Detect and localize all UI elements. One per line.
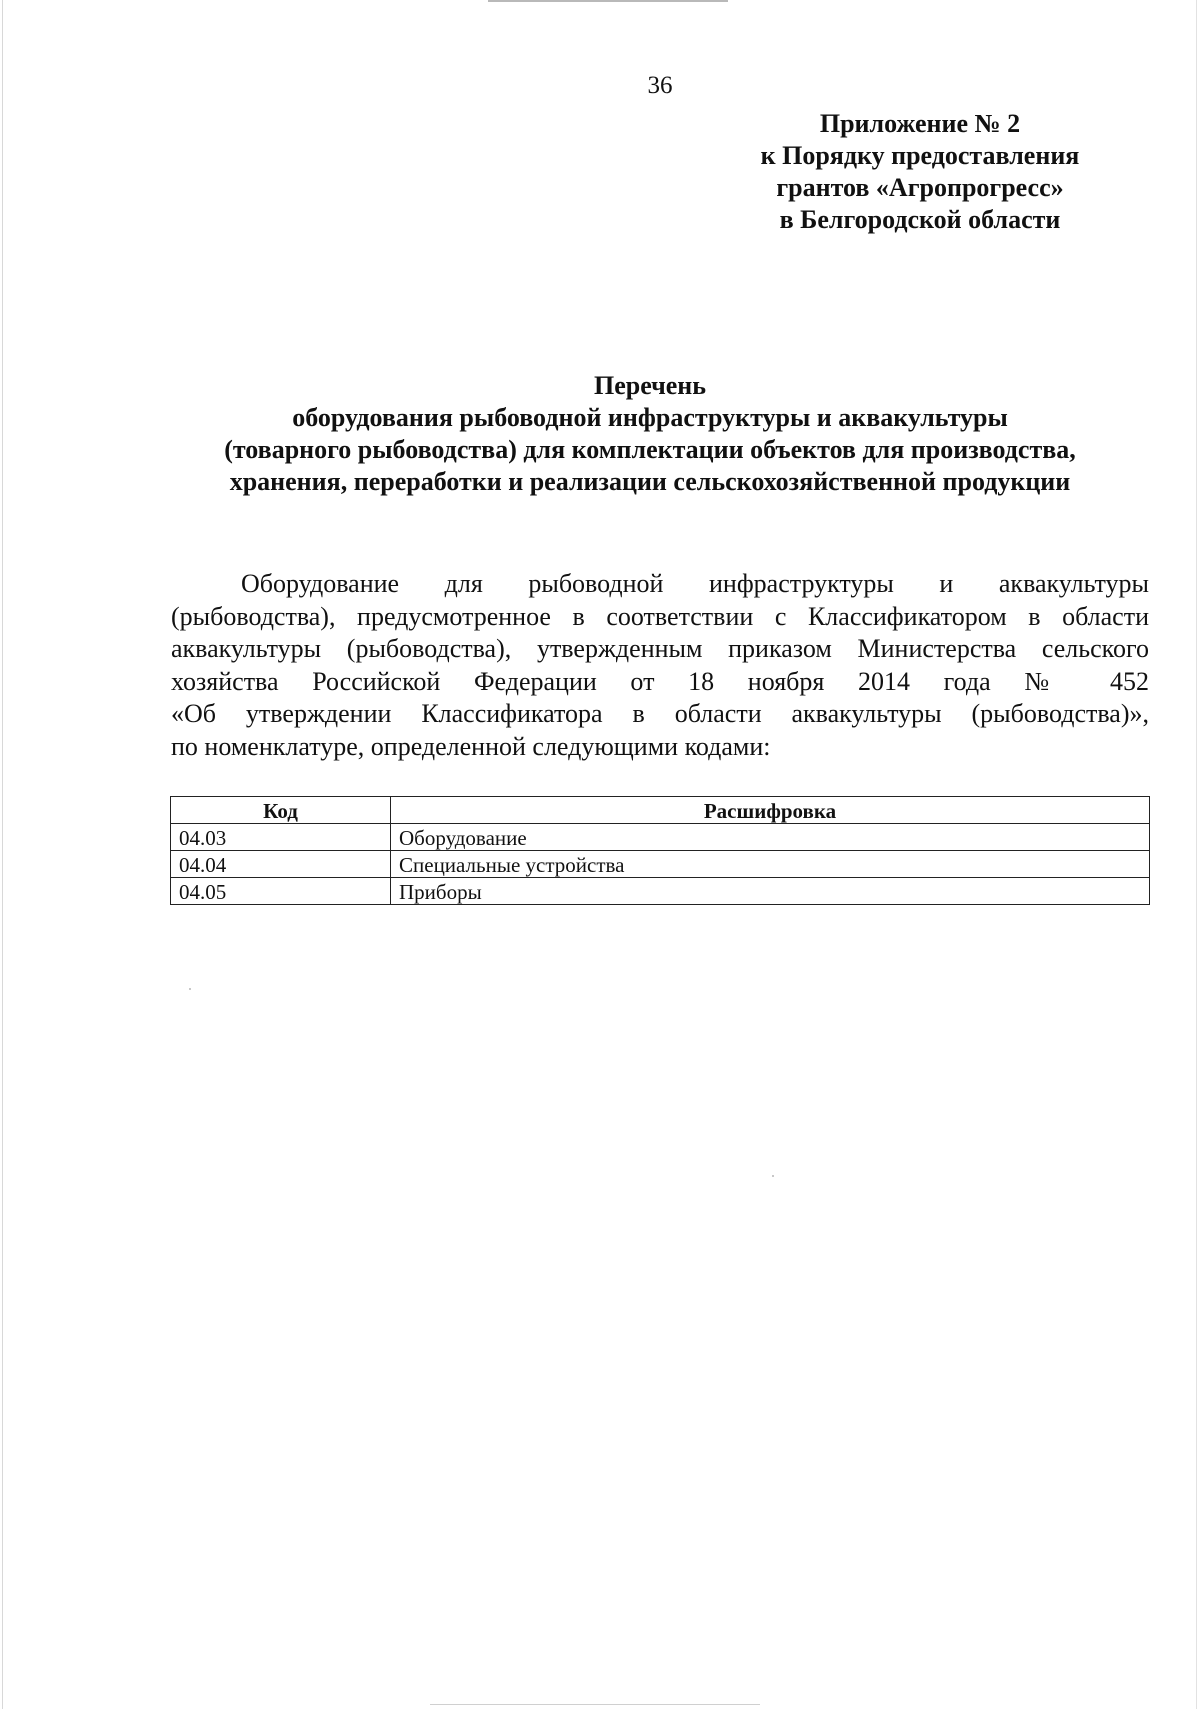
- body-line: «Об утверждении Классификатора в области аквакультуры (рыбоводства)»,: [171, 699, 1149, 728]
- table-row: [171, 851, 1150, 878]
- table-row: [171, 824, 1150, 851]
- appendix-line: Приложение № 2: [819, 109, 1021, 138]
- cell-code: 04.04: [171, 851, 391, 878]
- header-code: Код: [171, 797, 391, 824]
- cell-code: 04.05: [171, 878, 391, 905]
- codes-table: [170, 796, 1150, 905]
- table-row: [171, 878, 1150, 905]
- title-line: оборудования рыбоводной инфраструктуры и аквакультуры: [292, 403, 1008, 432]
- body-line: (рыбоводства), предусмотренное в соответствии с Классификатором в области: [171, 601, 1149, 631]
- body-line: хозяйства Российской Федерации от 18 ноября 2014 года № 452: [171, 666, 1149, 696]
- header-description: Расшифровка: [391, 797, 1150, 824]
- cell-code: 04.03: [171, 824, 391, 851]
- table-header-row: [171, 797, 1150, 824]
- appendix-header: [700, 108, 1140, 236]
- title-line: Перечень: [593, 371, 707, 400]
- scan-edge-left: [2, 0, 3, 1709]
- cell-description: Приборы: [391, 878, 1150, 905]
- title-line: хранения, переработки и реализации сельскохозяйственной продукции: [229, 467, 1071, 496]
- body-line: по номенклатуре, определенной следующими кодами:: [171, 731, 771, 761]
- appendix-line: к Порядку предоставления: [760, 141, 1080, 170]
- scan-artifact-top: [488, 0, 728, 2]
- document-title: [150, 370, 1150, 498]
- cell-description: Специальные устройства: [391, 851, 1150, 878]
- scan-speck: [189, 988, 191, 990]
- scan-artifact-bottom: [430, 1704, 760, 1705]
- page-number: 36: [647, 72, 673, 99]
- appendix-line: грантов «Агропрогресс»: [776, 173, 1064, 202]
- cell-description: Оборудование: [391, 824, 1150, 851]
- body-paragraph: [171, 568, 1149, 763]
- scan-edge-right: [1196, 0, 1197, 1709]
- body-line: аквакультуры (рыбоводства), утвержденным приказом Министерства сельского: [171, 634, 1149, 663]
- body-line: Оборудование для рыбоводной инфраструктуры и аквакультуры: [241, 569, 1149, 598]
- appendix-line: в Белгородской области: [779, 205, 1061, 234]
- title-line: (товарного рыбоводства) для комплектации объектов для производства,: [224, 435, 1076, 464]
- scan-speck: [772, 1175, 774, 1177]
